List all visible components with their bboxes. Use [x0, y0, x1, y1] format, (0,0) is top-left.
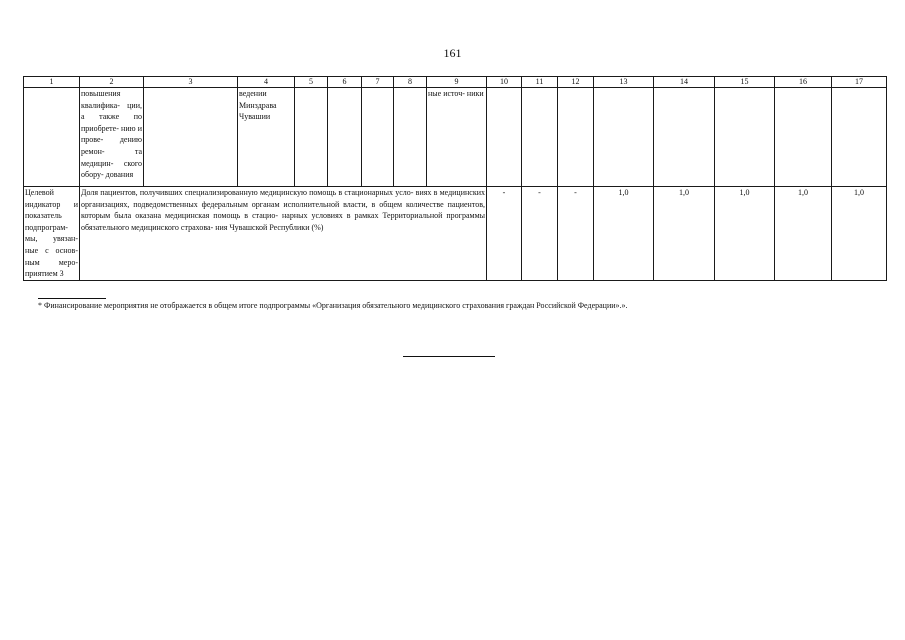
table-cell	[558, 88, 594, 187]
table-cell	[144, 88, 238, 187]
data-table	[23, 76, 887, 281]
column-header: 9	[427, 77, 487, 88]
table-row	[24, 187, 887, 281]
column-header: 10	[487, 77, 522, 88]
footnote-divider	[38, 298, 106, 299]
column-header: 14	[654, 77, 715, 88]
indicator-description-cell: Доля пациентов, получивших специализированную медицинскую помощь в стационарных усло- виях в медицинских организациях, подведомственных федеральным органам исполнительной власти, в общем количестве пациентов, которым была оказана медицинская помощь в стацио- нарных условиях в рамках Территориальной программы обязательного медицинского страхова- ния Чувашской Республики (%)	[80, 187, 487, 281]
column-header: 13	[594, 77, 654, 88]
table-cell: ведении Минздрава Чувашии	[238, 88, 295, 187]
table-cell	[832, 88, 887, 187]
table-cell: -	[522, 187, 558, 281]
table-cell	[522, 88, 558, 187]
table-cell	[715, 88, 775, 187]
table-cell	[594, 88, 654, 187]
table-cell	[775, 88, 832, 187]
table-cell	[295, 88, 328, 187]
table-cell: ные источ- ники	[427, 88, 487, 187]
table-row	[24, 88, 887, 187]
table-cell	[362, 88, 394, 187]
column-header: 5	[295, 77, 328, 88]
column-header: 12	[558, 77, 594, 88]
table-cell: 1,0	[715, 187, 775, 281]
table-cell	[487, 88, 522, 187]
footnote: * Финансирование мероприятия не отображается в общем итоге подпрограммы «Организация обязательного медицинского страхования граждан Российской Федерации».».	[38, 301, 628, 310]
column-header: 3	[144, 77, 238, 88]
table-cell: 1,0	[594, 187, 654, 281]
column-header: 6	[328, 77, 362, 88]
column-header: 1	[24, 77, 80, 88]
column-header: 15	[715, 77, 775, 88]
page-number: 161	[443, 46, 462, 60]
table-cell	[394, 88, 427, 187]
end-divider	[403, 356, 495, 357]
table-cell: -	[558, 187, 594, 281]
column-header: 7	[362, 77, 394, 88]
column-header: 8	[394, 77, 427, 88]
table-cell: -	[487, 187, 522, 281]
table-cell	[24, 88, 80, 187]
column-header: 2	[80, 77, 144, 88]
column-header: 4	[238, 77, 295, 88]
indicator-label-cell: Целевой индикатор и показатель подпрограм- мы, увязан- ные с основ- ным меро- приятием 3	[24, 187, 80, 281]
column-header: 17	[832, 77, 887, 88]
table-cell	[328, 88, 362, 187]
table-cell: повышения квалифика- ции, а также по приобрете- нию и прове- дению ремон- та медицин- ского обору- дования	[80, 88, 144, 187]
table-cell: 1,0	[654, 187, 715, 281]
column-header: 16	[775, 77, 832, 88]
table-cell	[654, 88, 715, 187]
table-cell: 1,0	[832, 187, 887, 281]
table-cell: 1,0	[775, 187, 832, 281]
column-header: 11	[522, 77, 558, 88]
column-number-row	[24, 77, 887, 88]
